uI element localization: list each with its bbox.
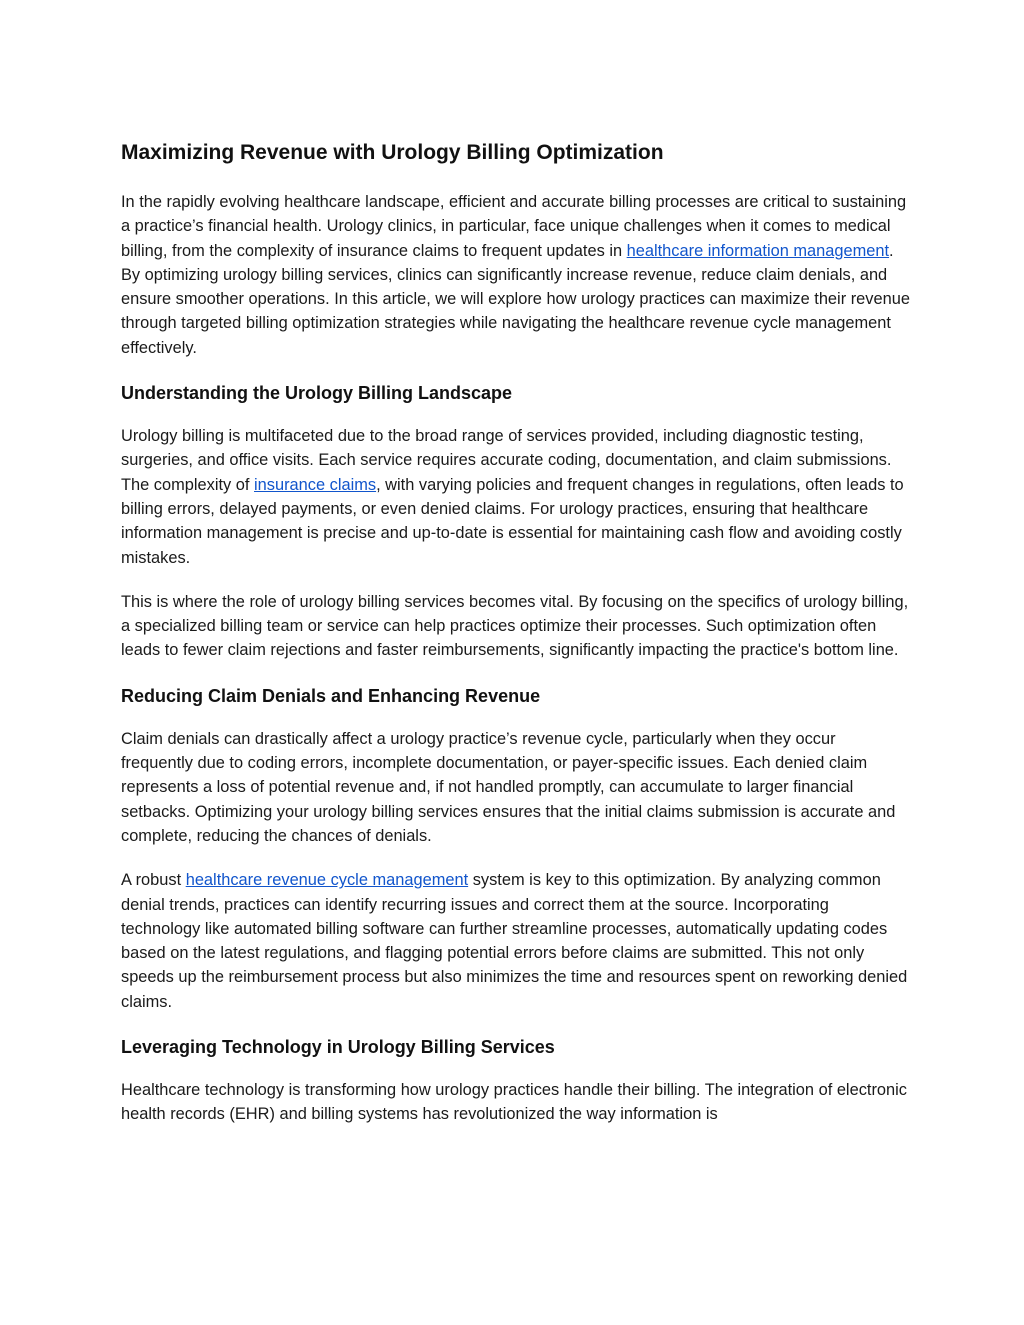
insurance-claims-link[interactable]: insurance claims [254, 475, 377, 494]
intro-text-end: . By optimizing urology billing services, clinics can significantly increase revenue, reduce claim denials, and ensure smoother operations. In this article, we will explore how urology practices can maximize their revenue through targeted billing optimization strategies while navigating the healthcare revenue cycle management effectively. [121, 241, 910, 357]
billing-landscape-paragraph-1 [121, 424, 911, 570]
section-heading-billing-landscape: Understanding the Urology Billing Landscape [121, 383, 513, 404]
section-heading-claim-denials: Reducing Claim Denials and Enhancing Revenue [121, 685, 541, 706]
paragraph-text-start: A robust [121, 871, 186, 890]
intro-text-start: In the rapidly evolving healthcare landscape, efficient and accurate billing processes are critical to sustaining a practice’s financial health. Urology clinics, in particular, face unique challenges when it comes to medical billing, from the complexity of insurance claims to frequent updates in [121, 193, 907, 260]
healthcare-revenue-cycle-management-link[interactable]: healthcare revenue cycle management [185, 871, 469, 890]
document-title: Maximizing Revenue with Urology Billing Optimization [121, 141, 664, 164]
paragraph-text-start: Urology billing is multifaceted due to the broad range of services provided, including diagnostic testing, surgeries, and office visits. Each service requires accurate coding, documentation, and claim submissions. The complexity of [121, 427, 892, 494]
section-heading-leveraging-technology: Leveraging Technology in Urology Billing Services [121, 1037, 555, 1058]
document-page [121, 138, 911, 1147]
claim-denials-paragraph-1: Claim denials can drastically affect a urology practice’s revenue cycle, particularly when they occur frequently due to coding errors, incomplete documentation, or payer-specific issues. Each denied claim represents a loss of potential revenue and, if not handled promptly, can accumulate to larger financial setbacks. Optimizing your urology billing services ensures that the initial claims submission is accurate and complete, reducing the chances of denials. [121, 729, 896, 845]
intro-paragraph [121, 190, 911, 360]
claim-denials-paragraph-2 [121, 868, 911, 1014]
paragraph-text-end: , with varying policies and frequent changes in regulations, often leads to billing errors, delayed payments, or even denied claims. For urology practices, ensuring that healthcare information management is precise and up-to-date is essential for maintaining cash flow and avoiding costly mistakes. [121, 475, 904, 567]
leveraging-technology-paragraph-1: Healthcare technology is transforming how urology practices handle their billing. The integration of electronic health records (EHR) and billing systems has revolutionized the way information is [121, 1081, 907, 1124]
billing-landscape-paragraph-2: This is where the role of urology billing services becomes vital. By focusing on the specifics of urology billing, a specialized billing team or service can help practices optimize their processes. Such optimization often leads to fewer claim rejections and faster reimbursements, significantly impacting the practice's bottom line. [121, 592, 909, 660]
healthcare-information-management-link[interactable]: healthcare information management [626, 241, 890, 260]
paragraph-text-end: system is key to this optimization. By analyzing common denial trends, practices can identify recurring issues and correct them at the source. Incorporating technology like automated billing software can further streamline processes, automatically updating codes based on the latest regulations, and flagging potential errors before claims are submitted. This not only speeds up the reimbursement process but also minimizes the time and resources spent on reworking denied claims. [121, 871, 908, 1011]
